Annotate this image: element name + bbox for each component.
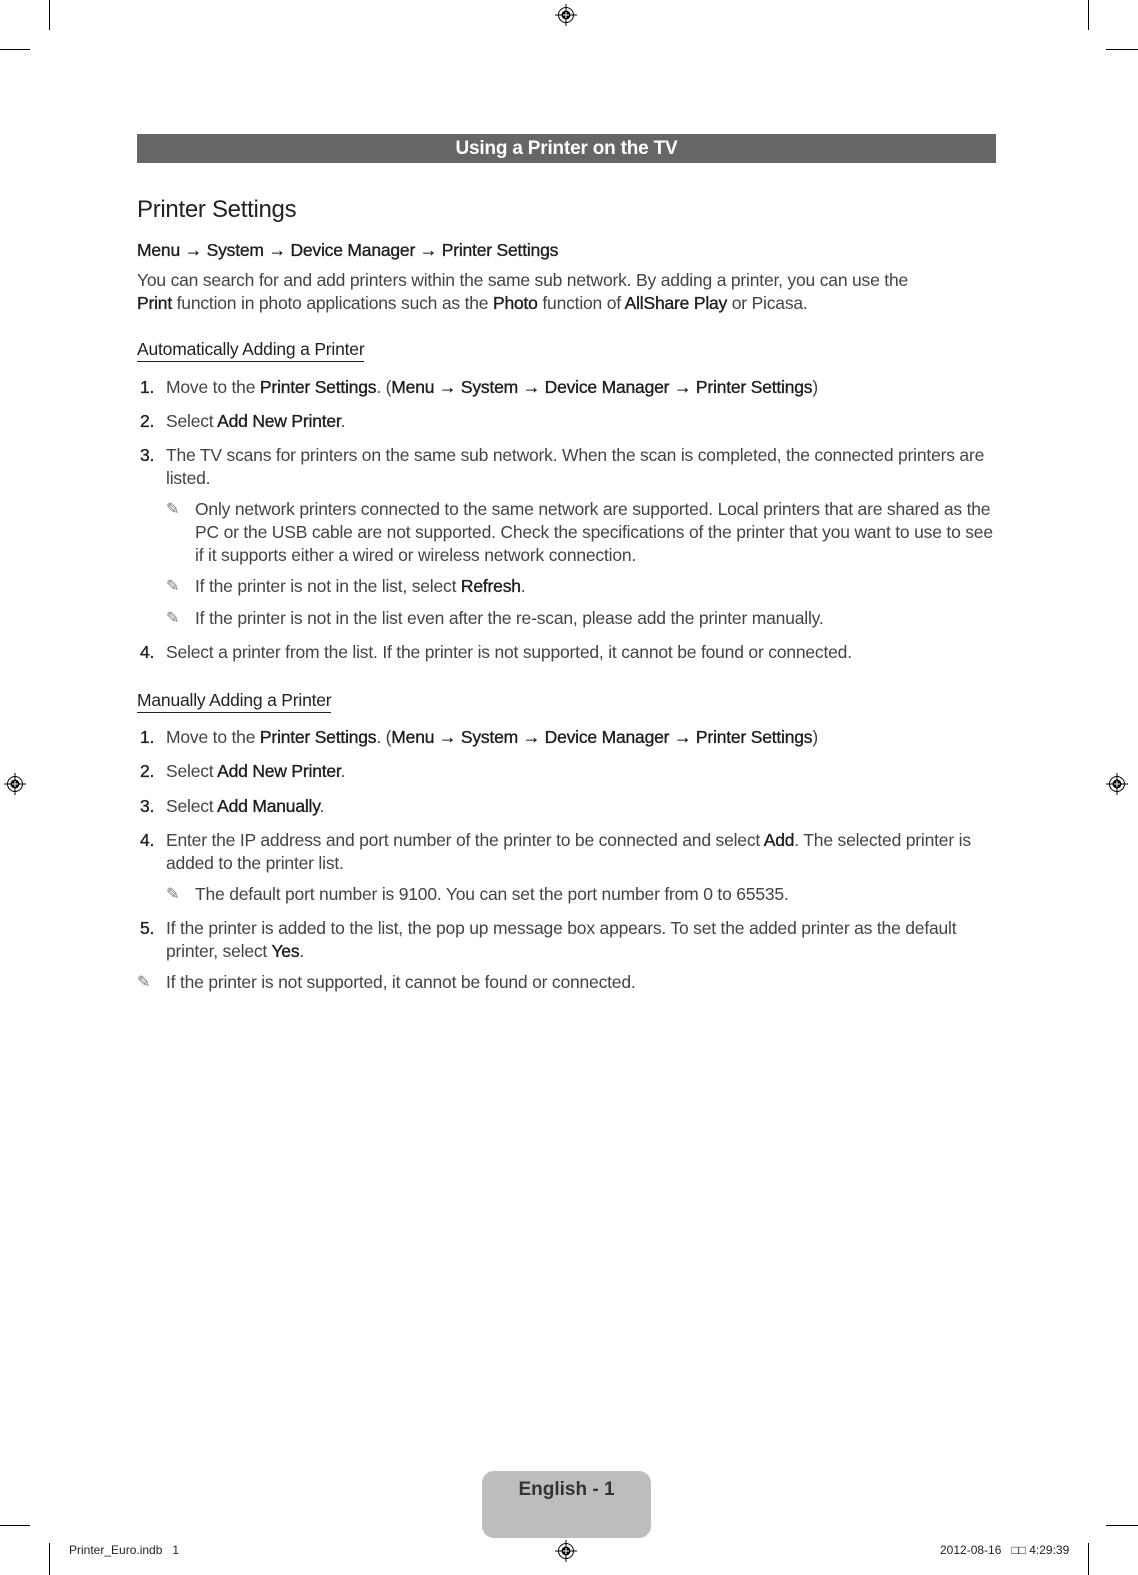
crop-mark (1106, 49, 1138, 50)
note-pencil-icon: ✎ (166, 886, 180, 903)
slug-filename: Printer_Euro.indb 1 (69, 1543, 180, 1557)
registration-mark-icon (555, 4, 577, 26)
crop-mark (49, 1543, 50, 1575)
note-pencil-icon: ✎ (166, 501, 180, 518)
note-pencil-icon: ✎ (166, 578, 180, 595)
list-item: 1. Move to the Printer Settings. (Menu → System → Device Manager → Printer Settings) (140, 727, 818, 747)
menu-path: Menu → System → Device Manager → Printer Settings (137, 240, 559, 260)
list-item: 4. Select a printer from the list. If the printer is not supported, it cannot be found or connected. (140, 642, 852, 662)
intro-paragraph: You can search for and add printers within the same sub network. By adding a printer, you can use the Print function in photo applications such as the Photo function of AllShare Play or Picasa. (137, 270, 909, 313)
section-title: Printer Settings (137, 196, 297, 223)
list-item: 3. Select Add Manually. (140, 796, 325, 816)
page-number: English - 1 (518, 1479, 615, 1500)
note-pencil-icon: ✎ (137, 974, 151, 991)
subheading-automatic: Automatically Adding a Printer (137, 339, 364, 362)
crop-mark (1088, 0, 1089, 30)
crop-mark (1106, 1525, 1138, 1526)
chapter-header: Using a Printer on the TV (137, 134, 996, 163)
note-pencil-icon: ✎ (166, 610, 180, 627)
note: ✎ The default port number is 9100. You can set the port number from 0 to 65535. (166, 884, 789, 904)
registration-mark-icon (4, 773, 26, 795)
list-item: 1. Move to the Printer Settings. (Menu → System → Device Manager → Printer Settings) (140, 377, 818, 397)
note: ✎ If the printer is not supported, it cannot be found or connected. (137, 972, 636, 992)
note: ✎ Only network printers connected to the same network are supported. Local printers that are shared as the PC or the USB cable are not supported. Check the specifications of the printer that you want to use to see if it supports either a wired or wireless network connection. (166, 499, 993, 565)
crop-mark (0, 1525, 30, 1526)
registration-mark-icon (1106, 773, 1128, 795)
note: ✎ If the printer is not in the list, select Refresh. (166, 576, 526, 596)
crop-mark (0, 49, 30, 50)
list-item: 2. Select Add New Printer. (140, 761, 346, 781)
list-item: 2. Select Add New Printer. (140, 411, 346, 431)
registration-mark-icon (555, 1540, 577, 1562)
slug-timestamp: 2012-08-16 □□ 4:29:39 (940, 1543, 1070, 1557)
crop-mark (1088, 1543, 1089, 1575)
subheading-manual: Manually Adding a Printer (137, 690, 331, 713)
list-item: 5. If the printer is added to the list, the pop up message box appears. To set the added printer as the default printer, select Yes. (140, 918, 957, 961)
page-number-tab (482, 1471, 651, 1538)
list-item: 4. Enter the IP address and port number of the printer to be connected and select Add. The selected printer is added to the printer list. (140, 830, 971, 873)
page-content (137, 190, 997, 994)
crop-mark (49, 0, 50, 30)
note: ✎ If the printer is not in the list even after the re-scan, please add the printer manually. (166, 608, 824, 628)
list-item: 3. The TV scans for printers on the same sub network. When the scan is completed, the connected printers are listed. (140, 445, 985, 488)
